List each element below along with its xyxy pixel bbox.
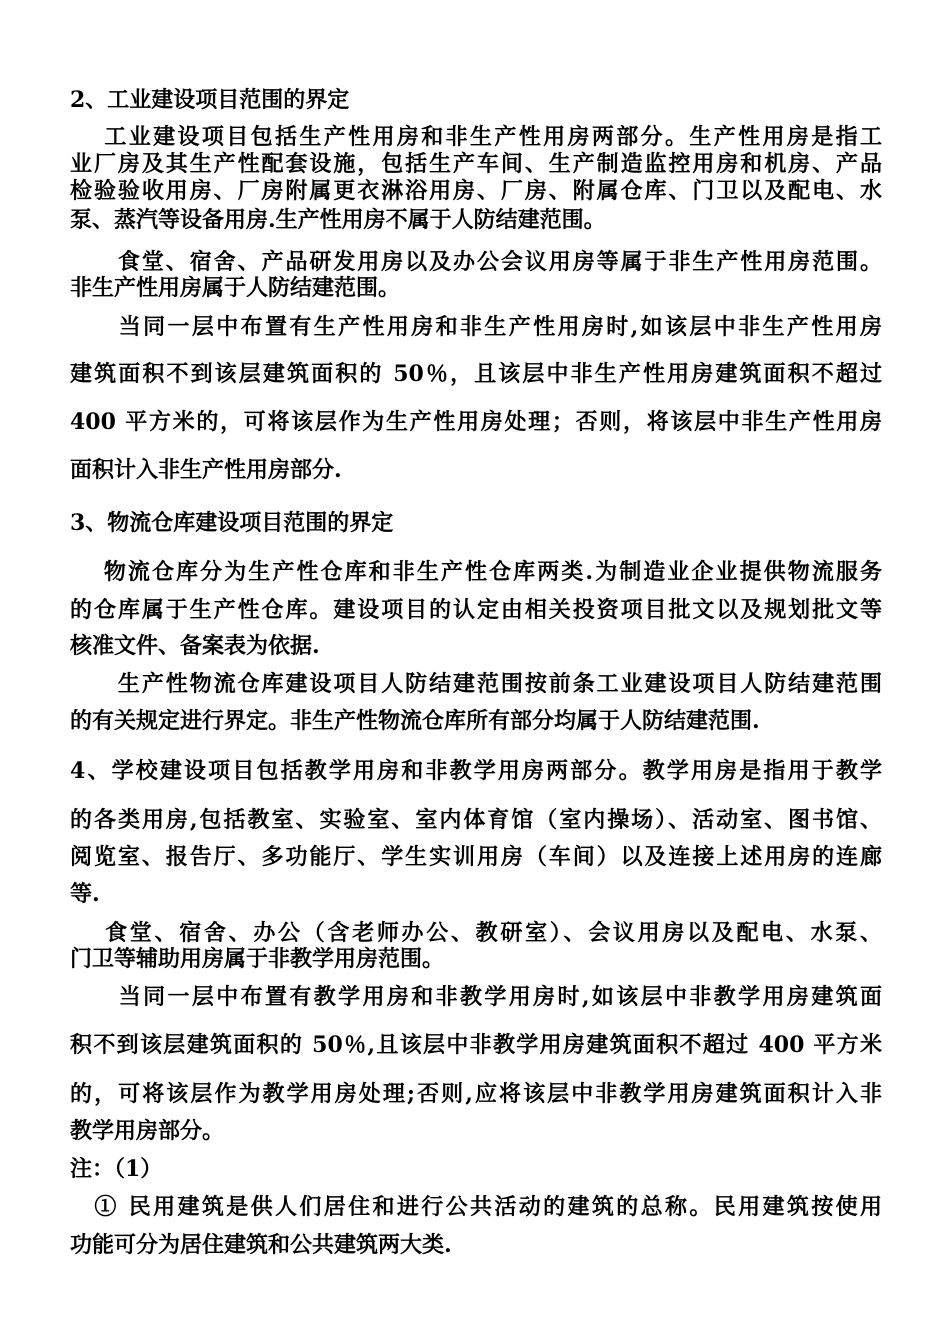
paragraph-line: 的有关规定进行界定。非生产性物流仓库所有部分均属于人防结建范围. (70, 708, 760, 734)
paragraph-line: 食堂、宿舍、办公（含老师办公、教研室）、会议用房以及配电、水泵、 (70, 920, 882, 946)
paragraph-line: 核准文件、备案表为依据. (70, 633, 320, 659)
paragraph-line: 积不到该层建筑面积的 50％,且该层中非教学用房建筑面积不超过 400 平方米 (70, 1032, 882, 1058)
paragraph-line: 阅览室、报告厅、多功能厅、学生实训用房（车间）以及连接上述用房的连廊 (70, 844, 882, 870)
paragraph-line: 当同一层中布置有教学用房和非教学用房时,如该层中非教学用房建筑面 (70, 984, 882, 1010)
paragraph-line: 检验验收用房、厂房附属更衣淋浴用房、厂房、附属仓库、门卫以及配电、水 (70, 178, 882, 204)
paragraph-line: 食堂、宿舍、产品研发用房以及办公会议用房等属于非生产性用房范围。 (70, 249, 882, 275)
section-2-heading: 2、工业建设项目范围的界定 (70, 87, 350, 113)
paragraph-line: 门卫等辅助用房属于非教学用房范围。 (70, 946, 445, 972)
paragraph-line: 物流仓库分为生产性仓库和非生产性仓库两类.为制造业企业提供物流服务 (70, 559, 882, 585)
paragraph-line: 生产性物流仓库建设项目人防结建范围按前条工业建设项目人防结建范围 (70, 671, 882, 697)
paragraph-line: 面积计入非生产性用房部分. (70, 457, 342, 483)
paragraph-line: ① 民用建筑是供人们居住和进行公共活动的建筑的总称。民用建筑按使用 (70, 1194, 882, 1220)
paragraph-line: 4、学校建设项目包括教学用房和非教学用房两部分。教学用房是指用于教学 (70, 758, 882, 784)
paragraph-line: 业厂房及其生产性配套设施，包括生产车间、生产制造监控用房和机房、产品 (70, 151, 882, 177)
paragraph-line: 建筑面积不到该层建筑面积的 50％，且该层中非生产性用房建筑面积不超过 (70, 361, 882, 387)
paragraph-line: 等. (70, 881, 100, 907)
section-3-heading: 3、物流仓库建设项目范围的界定 (70, 510, 394, 536)
paragraph-line: 400 平方米的，可将该层作为生产性用房处理；否则，将该层中非生产性用房 (70, 409, 882, 435)
paragraph-line: 的各类用房,包括教室、实验室、室内体育馆（室内操场）、活动室、图书馆、 (70, 807, 882, 833)
note-label: 注：（1） (70, 1156, 163, 1182)
paragraph-line: 的仓库属于生产性仓库。建设项目的认定由相关投资项目批文以及规划批文等 (70, 597, 882, 623)
paragraph-line: 非生产性用房属于人防结建范围。 (70, 275, 401, 301)
paragraph-line: 泵、蒸汽等设备用房.生产性用房不属于人防结建范围。 (70, 207, 606, 233)
paragraph-line: 的，可将该层作为教学用房处理;否则,应将该层中非教学用房建筑面积计入非 (70, 1081, 882, 1107)
paragraph-line: 当同一层中布置有生产性用房和非生产性用房时,如该层中非生产性用房 (70, 314, 882, 340)
paragraph-line: 教学用房部分。 (70, 1118, 225, 1144)
paragraph-line: 工业建设项目包括生产性用房和非生产性用房两部分。生产性用房是指工 (70, 124, 882, 150)
paragraph-line: 功能可分为居住建筑和公共建筑两大类. (70, 1232, 452, 1258)
